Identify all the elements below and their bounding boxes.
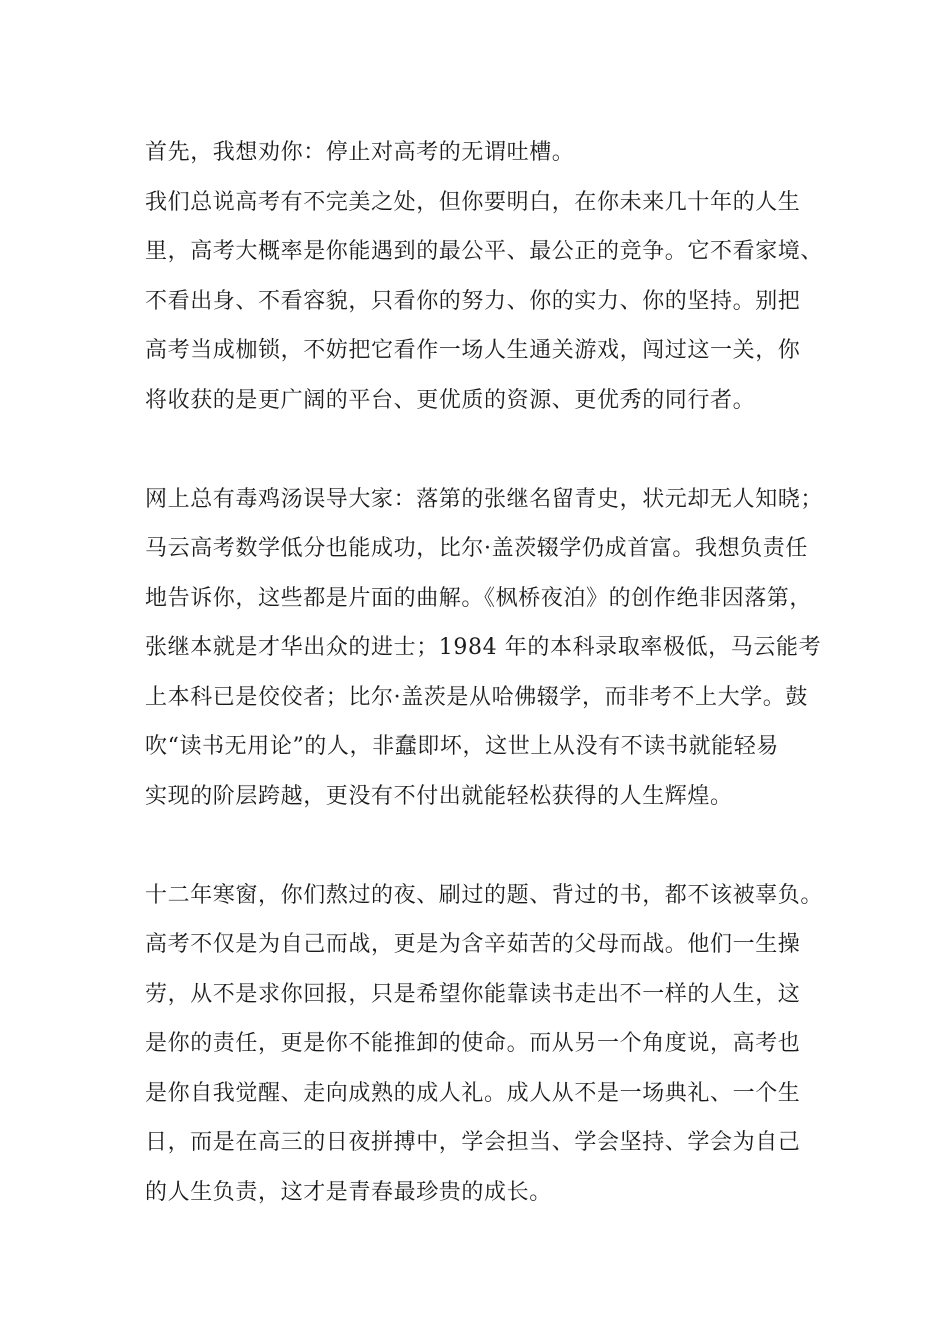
paragraph-gap [145, 821, 835, 871]
paragraph-line: 高考当成枷锁，不妨把它看作一场人生通关游戏，闯过这一关，你 [145, 338, 801, 363]
paragraph-line: 吹“读书无用论”的人，非蠢即坏，这世上从没有不读书就能轻易 [145, 734, 779, 759]
paragraph-line: 张继本就是才华出众的进士；1984 年的本科录取率极低，马云能考 [145, 635, 822, 660]
paragraph-line: 是你的责任，更是你不能推卸的使命。而从另一个角度说，高考也 [145, 1031, 801, 1056]
paragraph-line: 地告诉你，这些都是片面的曲解。《枫桥夜泊》的创作绝非因落第， [145, 585, 813, 611]
paragraph-line: 高考不仅是为自己而战，更是为含辛茹苦的父母而战。他们一生操 [145, 932, 801, 957]
paragraph-line: 首先，我想劝你：停止对高考的无谓吐槽。 [145, 140, 575, 165]
paragraph-line: 日，而是在高三的日夜拼搏中，学会担当、学会坚持、学会为自己 [145, 1130, 801, 1155]
paragraph-line: 里，高考大概率是你能遇到的最公平、最公正的竞争。它不看家境、 [145, 239, 824, 264]
paragraph-1 [145, 128, 835, 425]
document-body [145, 128, 835, 1217]
paragraph-line: 上本科已是佼佼者；比尔·盖茨是从哈佛辍学，而非考不上大学。鼓 [145, 684, 808, 710]
paragraph-line: 是你自我觉醒、走向成熟的成人礼。成人从不是一场典礼、一个生 [145, 1080, 801, 1106]
paragraph-line: 不看出身、不看容貌，只看你的努力、你的实力、你的坚持。别把 [145, 288, 801, 314]
paragraph-line: 将收获的是更广阔的平台、更优质的资源、更优秀的同行者。 [145, 387, 756, 413]
paragraph-line: 十二年寒窗，你们熬过的夜、刷过的题、背过的书，都不该被辜负。 [145, 882, 824, 908]
paragraph-line: 我们总说高考有不完美之处，但你要明白，在你未来几十年的人生 [145, 189, 801, 215]
paragraph-line: 劳，从不是求你回报，只是希望你能靠读书走出不一样的人生，这 [145, 981, 801, 1007]
paragraph-gap [145, 425, 835, 475]
paragraph-3 [145, 871, 835, 1218]
paragraph-line: 实现的阶层跨越，更没有不付出就能轻松获得的人生辉煌。 [145, 783, 733, 809]
paragraph-line: 马云高考数学低分也能成功，比尔·盖茨辍学仍成首富。我想负责任 [145, 536, 808, 561]
paragraph-line: 网上总有毒鸡汤误导大家：落第的张继名留青史，状元却无人知晓； [145, 486, 824, 512]
paragraph-2 [145, 475, 835, 822]
paragraph-line: 的人生负责，这才是青春最珍贵的成长。 [145, 1179, 552, 1205]
